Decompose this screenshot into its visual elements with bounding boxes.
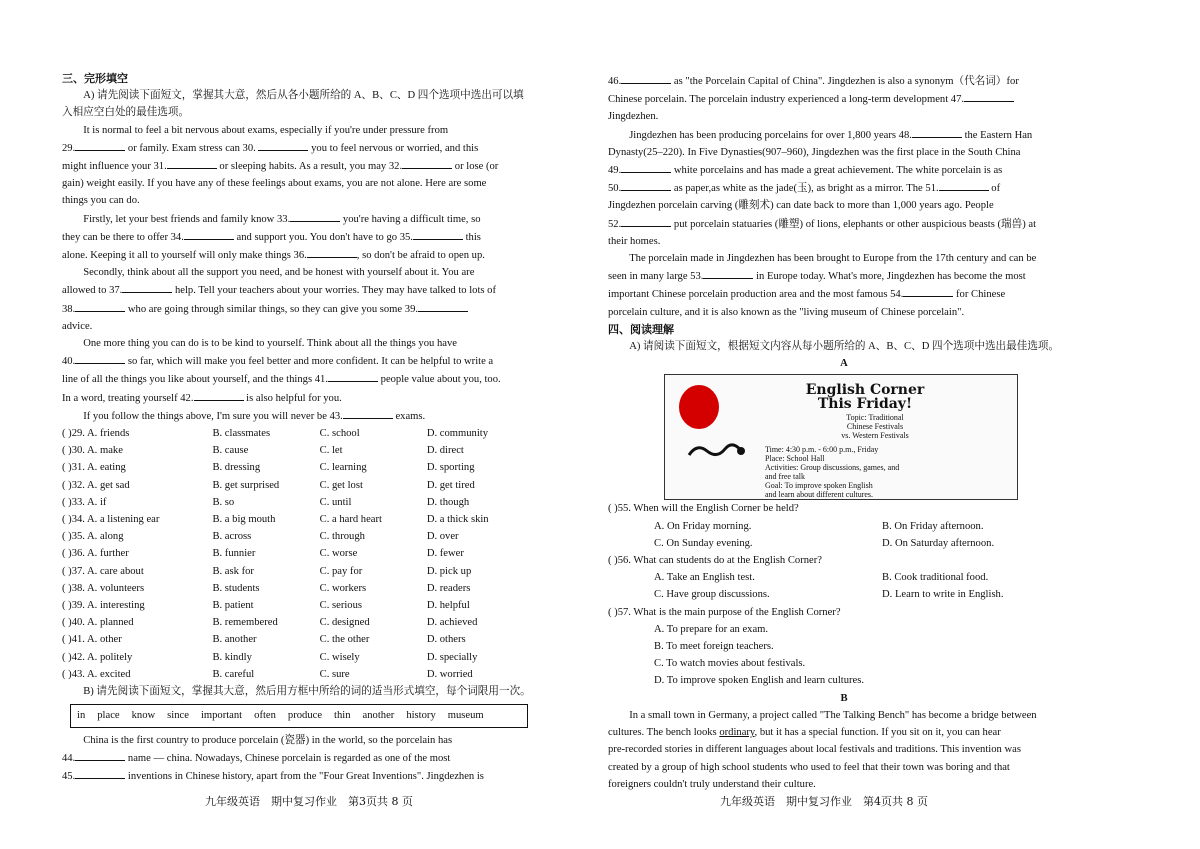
passage-line: porcelain culture, and it is also known as the "living museum of Chinese porcelain". bbox=[608, 306, 965, 318]
reading-instruction: A) 请阅读下面短文，根据短文内容从每小题所给的 A、B、C、D 四个选项中选出最佳选项。 bbox=[629, 341, 1060, 353]
option-c[interactable]: C. let bbox=[319, 445, 343, 457]
word-box-item: in bbox=[77, 710, 86, 722]
option-a[interactable]: ( )39. A. interesting bbox=[62, 599, 145, 611]
option-d[interactable]: D. worried bbox=[426, 668, 473, 680]
option-d[interactable]: D. specially bbox=[426, 651, 478, 663]
option-b[interactable]: B. across bbox=[212, 531, 252, 543]
option-b[interactable]: B. funnier bbox=[212, 548, 256, 560]
q56-options bbox=[608, 569, 1080, 603]
passage-line: might influence your 31. or sleeping habits. As a result, you may 32. or lose (or bbox=[62, 157, 534, 175]
option-a[interactable]: ( )37. A. care about bbox=[62, 565, 144, 577]
english-corner-poster bbox=[664, 374, 1018, 500]
option-d[interactable]: D. get tired bbox=[426, 479, 475, 491]
option-b[interactable]: B. careful bbox=[212, 668, 255, 680]
option-d[interactable]: D. direct bbox=[426, 445, 464, 457]
passage-line: Firstly, let your best friends and family know 33. you're having a difficult time, so bbox=[62, 210, 534, 228]
option-row bbox=[62, 459, 534, 476]
option-c[interactable]: C. through bbox=[319, 531, 365, 543]
word-box-item: museum bbox=[447, 710, 484, 722]
option-c[interactable]: C. a hard heart bbox=[319, 514, 382, 525]
option-row bbox=[62, 477, 534, 494]
option-a[interactable]: ( )34. A. a listening ear bbox=[62, 514, 160, 525]
option-a[interactable]: ( )43. A. excited bbox=[62, 668, 131, 680]
option-row bbox=[62, 511, 534, 528]
option-c[interactable]: C. designed bbox=[319, 617, 370, 629]
word-box-item: produce bbox=[287, 710, 323, 722]
option-b[interactable]: B. students bbox=[212, 582, 260, 594]
option-a[interactable]: ( )33. A. if bbox=[62, 496, 107, 508]
passage-line: foreigners couldn't truly understand their culture. bbox=[608, 778, 816, 790]
passage-line: 45. inventions in Chinese history, apart from the "Four Great Inventions". Jingdezhen is bbox=[62, 767, 534, 785]
option-b[interactable]: B. remembered bbox=[212, 617, 278, 629]
option-a[interactable]: ( )35. A. along bbox=[62, 531, 124, 543]
option-row bbox=[62, 563, 534, 580]
passage-line: 50. as paper,as white as the jade(玉), as bright as a mirror. The 51. of bbox=[608, 179, 1080, 197]
poster-info: Time: 4:30 p.m. - 6:00 p.m., Friday Place: School Hall Activities: Group discussions, games, and and free talk Goal: To improve spoken English and learn about different cultures. bbox=[765, 445, 900, 500]
passage-line: Secondly, think about all the support you need, and be honest with yourself about it. You are bbox=[83, 267, 475, 279]
option-a[interactable]: ( )42. A. politely bbox=[62, 651, 133, 663]
option-b[interactable]: B. dressing bbox=[212, 462, 261, 474]
left-column bbox=[62, 70, 534, 786]
option-c[interactable]: C. sure bbox=[319, 668, 350, 680]
passage-line: Jingdezhen. bbox=[608, 111, 659, 123]
option-a[interactable]: A. To prepare for an exam. bbox=[654, 623, 769, 635]
option-b[interactable]: B. Cook traditional food. bbox=[882, 572, 989, 584]
option-b[interactable]: B. get surprised bbox=[212, 479, 280, 491]
option-a[interactable]: ( )40. A. planned bbox=[62, 617, 134, 629]
part-a-instruction: A) 请先阅读下面短文，掌握其大意，然后从各小题所给的 A、B、C、D 四个选项中选出可以填入相应空白处的最佳选项。 bbox=[62, 90, 524, 119]
passage-line: 44. name — china. Nowadays, Chinese porcelain is regarded as one of the most bbox=[62, 749, 534, 767]
lantern-icon bbox=[679, 385, 719, 429]
option-c[interactable]: C. On Sunday evening. bbox=[654, 537, 753, 549]
option-a[interactable]: ( )31. A. eating bbox=[62, 462, 126, 474]
page-footer: 九年级英语 期中复习作业 第3页共 8 页 bbox=[205, 795, 413, 808]
option-b[interactable]: B. classmates bbox=[212, 428, 271, 440]
word-box-item: thin bbox=[334, 710, 351, 722]
option-a[interactable]: ( )30. A. make bbox=[62, 445, 123, 457]
passage-line: line of all the things you like about yourself, and the things 41. people value about you, too. bbox=[62, 370, 534, 388]
word-box-item: place bbox=[97, 710, 120, 722]
word-box bbox=[70, 704, 528, 728]
right-column bbox=[608, 72, 1080, 793]
option-b[interactable]: B. ask for bbox=[212, 565, 254, 577]
option-d[interactable]: D. fewer bbox=[426, 548, 464, 560]
passage-line: If you follow the things above, I'm sure you will never be 43. exams. bbox=[62, 407, 534, 425]
passage-line: 38. who are going through similar things, so they can give you some 39. bbox=[62, 300, 534, 318]
passage-line: One more thing you can do is to be kind to yourself. Think about all the things you have bbox=[83, 338, 457, 350]
option-b[interactable]: B. cause bbox=[212, 445, 249, 457]
passage-line: Dynasty(25–220). In Five Dynasties(907–960), Jingdezhen was the first place in the South China bbox=[608, 146, 1021, 158]
option-row bbox=[62, 631, 534, 648]
option-c[interactable]: C. until bbox=[319, 496, 352, 508]
question-55: ( )55. When will the English Corner be held? bbox=[608, 503, 799, 515]
option-c[interactable]: C. the other bbox=[319, 634, 370, 646]
question-56: ( )56. What can students do at the English Corner? bbox=[608, 555, 822, 567]
option-d[interactable]: D. sporting bbox=[426, 462, 475, 474]
passage-line: The porcelain made in Jingdezhen has been brought to Europe from the 17th century and can be bbox=[629, 253, 1037, 265]
passage-line: 29. or family. Exam stress can 30. you to feel nervous or worried, and this bbox=[62, 139, 534, 157]
option-a[interactable]: A. On Friday morning. bbox=[654, 520, 752, 532]
option-row bbox=[62, 442, 534, 459]
passage-line: Jingdezhen has been producing porcelains for over 1,800 years 48. the Eastern Han bbox=[608, 126, 1080, 144]
option-c[interactable]: C. worse bbox=[319, 548, 358, 560]
question-57: ( )57. What is the main purpose of the English Corner? bbox=[608, 606, 841, 618]
passage-line: Chinese porcelain. The porcelain industry experienced a long-term development 47. bbox=[608, 90, 1080, 108]
option-c[interactable]: C. serious bbox=[319, 599, 362, 611]
option-b[interactable]: B. patient bbox=[212, 599, 254, 611]
option-row bbox=[62, 580, 534, 597]
option-d[interactable]: D. a thick skin bbox=[426, 514, 489, 525]
passage-line: 52. put porcelain statuaries (雕塑) of lions, elephants or other auspicious beasts (瑞兽) at bbox=[608, 215, 1080, 233]
option-a[interactable]: ( )29. A. friends bbox=[62, 428, 130, 440]
section-title-reading: 四、阅读理解 bbox=[608, 322, 674, 336]
option-d[interactable]: D. achieved bbox=[426, 617, 478, 629]
passage-line: alone. Keeping it all to yourself will only make things 36. , so don't be afraid to open up. bbox=[62, 246, 534, 264]
option-d[interactable]: D. though bbox=[426, 496, 470, 508]
option-b[interactable]: B. kindly bbox=[212, 651, 252, 663]
section-title-cloze: 三、完形填空 bbox=[62, 72, 128, 85]
passage-line: In a word, treating yourself 42. is also helpful for you. bbox=[62, 389, 534, 407]
option-row bbox=[62, 425, 534, 442]
passage-line: cultures. The bench looks ordinary, but it has a special function. If you sit on it, you can hear bbox=[608, 727, 1001, 739]
option-row bbox=[62, 528, 534, 545]
q57-options bbox=[608, 621, 1080, 690]
option-d[interactable]: D. Learn to write in English. bbox=[882, 589, 1004, 601]
option-a[interactable]: ( )38. A. volunteers bbox=[62, 582, 145, 594]
passage-line: 46. as "the Porcelain Capital of China". Jingdezhen is also a synonym（代名词）for bbox=[608, 72, 1080, 90]
option-row bbox=[62, 494, 534, 511]
passage-line: created by a group of high school students who used to feel that their town was boring and that bbox=[608, 761, 1010, 773]
poster-topic: Topic: Traditional Chinese Festivals vs. Western Festivals bbox=[841, 413, 909, 441]
option-a[interactable]: ( )32. A. get sad bbox=[62, 479, 130, 491]
word-box-item: since bbox=[167, 710, 189, 722]
option-row bbox=[62, 545, 534, 562]
passage-line: gain) weight easily. If you have any of these feelings about exams, you are not alone. Here are some bbox=[62, 178, 487, 190]
option-b[interactable]: B. To meet foreign teachers. bbox=[654, 641, 774, 653]
passage-line: allowed to 37. help. Tell your teachers about your worries. They may have talked to lots of bbox=[62, 281, 534, 299]
dragon-icon bbox=[687, 435, 747, 465]
right-page bbox=[600, 0, 1200, 849]
option-c[interactable]: C. Have group discussions. bbox=[654, 589, 770, 601]
passage-line: things you can do. bbox=[62, 195, 140, 207]
option-d[interactable]: D. To improve spoken English and learn cultures. bbox=[654, 675, 865, 687]
option-b[interactable]: B. so bbox=[212, 496, 235, 508]
word-box-item: important bbox=[200, 710, 243, 722]
option-c[interactable]: C. workers bbox=[319, 582, 367, 594]
word-box-item: another bbox=[362, 710, 395, 722]
passage-line: Jingdezhen porcelain carving (雕刻术) can date back to more than 1,000 years ago. People bbox=[608, 200, 994, 212]
part-b-instruction: B) 请先阅读下面短文，掌握其大意，然后用方框中所给的词的适当形式填空，每个词限用一次。 bbox=[83, 685, 531, 697]
option-c[interactable]: C. pay for bbox=[319, 565, 363, 577]
option-row bbox=[62, 649, 534, 666]
option-c[interactable]: C. learning bbox=[319, 462, 367, 474]
option-d[interactable]: D. On Saturday afternoon. bbox=[882, 537, 995, 549]
option-row bbox=[62, 614, 534, 631]
option-row bbox=[62, 597, 534, 614]
option-c[interactable]: C. school bbox=[319, 428, 360, 440]
passage-line: their homes. bbox=[608, 235, 661, 247]
option-c[interactable]: C. To watch movies about festivals. bbox=[654, 658, 806, 670]
option-d[interactable]: D. others bbox=[426, 634, 466, 646]
page-footer: 九年级英语 期中复习作业 第4页共 8 页 bbox=[720, 795, 928, 808]
word-box-item: know bbox=[131, 710, 156, 722]
passage-line: 40. so far, which will make you feel better and more confident. It can be helpful to write a bbox=[62, 352, 534, 370]
passage-line: important Chinese porcelain production area and the most famous 54. for Chinese bbox=[608, 285, 1080, 303]
option-row bbox=[62, 666, 534, 683]
passage-line: In a small town in Germany, a project called "The Talking Bench" has become a bridge between bbox=[629, 709, 1037, 721]
passage-a-label: A bbox=[840, 358, 848, 370]
passage-line: China is the first country to produce porcelain (瓷器) in the world, so the porcelain has bbox=[83, 735, 453, 747]
passage-line: pre-recorded stories in different languages about local festivals and traditions. This invention was bbox=[608, 744, 1021, 756]
passage-line: It is normal to feel a bit nervous about exams, especially if you're under pressure from bbox=[83, 124, 449, 136]
option-a[interactable]: A. Take an English test. bbox=[654, 572, 755, 584]
option-d[interactable]: D. pick up bbox=[426, 565, 472, 577]
option-d[interactable]: D. community bbox=[426, 428, 489, 440]
word-box-item: often bbox=[254, 710, 276, 722]
option-c[interactable]: C. get lost bbox=[319, 479, 363, 491]
passage-line: 49. white porcelains and has made a great achievement. The white porcelain is as bbox=[608, 161, 1080, 179]
passage-b-label: B bbox=[840, 692, 848, 704]
option-a[interactable]: ( )41. A. other bbox=[62, 634, 122, 646]
option-b[interactable]: B. a big mouth bbox=[212, 514, 276, 525]
passage-line: seen in many large 53. in Europe today. What's more, Jingdezhen has become the most bbox=[608, 267, 1080, 285]
option-d[interactable]: D. helpful bbox=[426, 599, 470, 611]
option-a[interactable]: ( )36. A. further bbox=[62, 548, 129, 560]
option-c[interactable]: C. wisely bbox=[319, 651, 360, 663]
poster-title: English Corner This Friday! bbox=[805, 382, 925, 413]
option-d[interactable]: D. over bbox=[426, 531, 459, 543]
option-d[interactable]: D. readers bbox=[426, 582, 471, 594]
option-b[interactable]: B. another bbox=[212, 634, 257, 646]
passage-line: advice. bbox=[62, 320, 93, 332]
q55-options bbox=[608, 518, 1080, 552]
option-b[interactable]: B. On Friday afternoon. bbox=[882, 520, 984, 532]
word-box-item: history bbox=[406, 710, 436, 722]
options-list bbox=[62, 425, 534, 683]
passage-line: they can be there to offer 34. and support you. You don't have to go 35. this bbox=[62, 228, 534, 246]
